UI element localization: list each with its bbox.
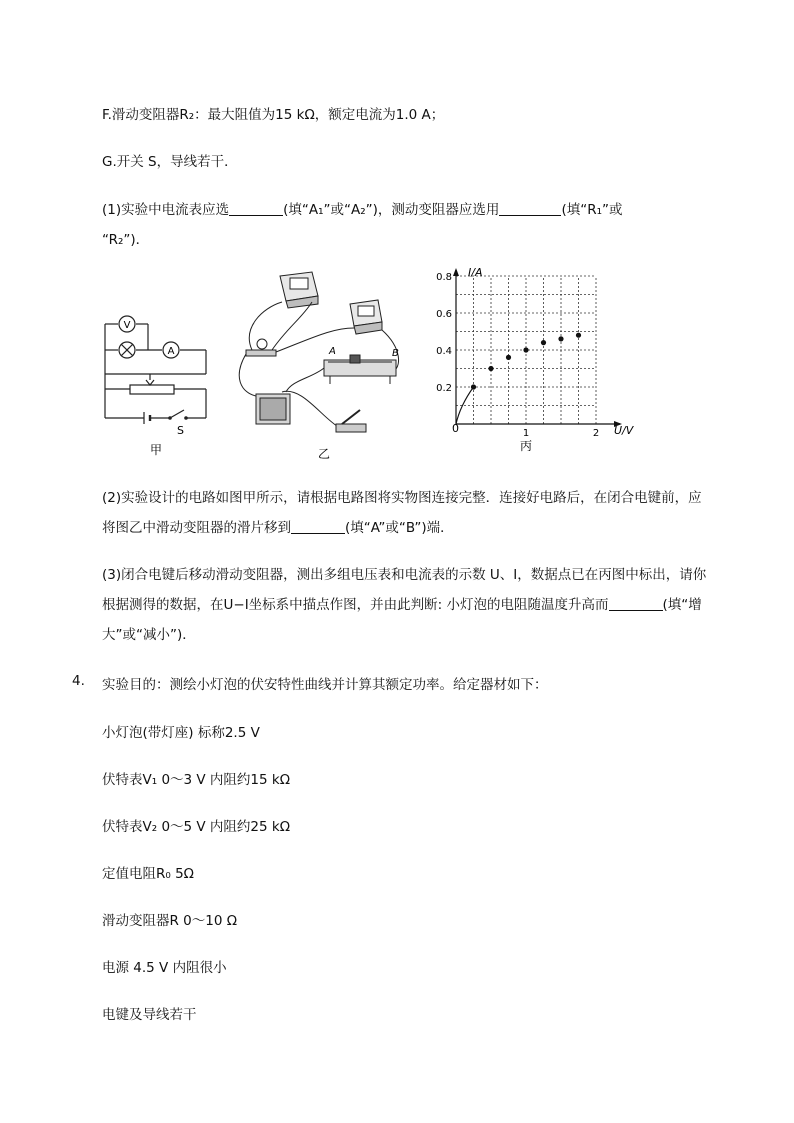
- y-tick-label: 0.8: [436, 272, 452, 283]
- y-tick-label: 0.4: [436, 346, 452, 357]
- equipment-item: 小灯泡(带灯座) 标称2.5 V: [102, 725, 260, 741]
- question-3-line-2: 根据测得的数据，在U−I坐标系中描点作图，并由此判断: 小灯泡的电阻随温度升高而 (填“增: [102, 597, 702, 613]
- y-tick-label: 0.2: [436, 383, 452, 394]
- data-point: [558, 336, 563, 341]
- data-point: [523, 347, 528, 352]
- option-g: G.开关 S，导线若干．: [102, 154, 238, 170]
- answer-blank[interactable]: [499, 201, 561, 216]
- figure-label-yi: 乙: [317, 447, 331, 460]
- ammeter-label: A: [167, 346, 175, 357]
- x-tick-label: 1: [522, 428, 530, 439]
- chart-ticks: [436, 272, 599, 439]
- question-2-line-1: (2)实验设计的电路如图甲所示，请根据电路图将实物图连接完整．连接好电路后，在闭合电键前，应: [102, 490, 702, 506]
- question-2-line-2: 将图乙中滑动变阻器的滑片移到 (填“A”或“B”)端．: [102, 520, 454, 536]
- answer-blank[interactable]: [229, 201, 283, 216]
- question-1-line-1: (1)实验中电流表应选 (填“A₁”或“A₂”)，测动变阻器应选用 (填“R₁”或: [102, 202, 623, 218]
- data-point: [471, 384, 476, 389]
- equipment-item: 电源 4.5 V 内阻很小: [102, 960, 227, 976]
- question-3-line-3: 大”或“减小”)．: [102, 627, 196, 643]
- data-point: [488, 366, 493, 371]
- equipment-item: 伏特表V₂ 0～5 V 内阻约25 kΩ: [102, 819, 291, 835]
- x-tick-label: 2: [592, 428, 600, 439]
- y-axis-arrow: [453, 268, 459, 276]
- question-4-number: 4.: [72, 673, 85, 689]
- data-point: [541, 340, 546, 345]
- slider-end-a: A: [329, 346, 336, 357]
- question-4-title: 实验目的：测绘小灯泡的伏安特性曲线并计算其额定功率。给定器材如下：: [102, 677, 548, 693]
- origin-label: 0: [452, 422, 459, 435]
- question-3-line-1: (3)闭合电键后移动滑动变阻器，测出多组电压表和电流表的示数 U、I，数据点已在丙图中标出，请你: [102, 567, 707, 583]
- data-point: [506, 355, 511, 360]
- slider-end-b: B: [392, 348, 399, 359]
- x-axis-label: U/V: [614, 424, 634, 437]
- answer-blank[interactable]: [291, 519, 345, 534]
- chart-points: [456, 333, 581, 424]
- equipment-item: 滑动变阻器R 0～10 Ω: [102, 913, 238, 929]
- switch-label: S: [177, 424, 184, 437]
- apparatus-diagram-yi: [232, 268, 414, 460]
- equipment-item: 伏特表V₁ 0～3 V 内阻约15 kΩ: [102, 772, 291, 788]
- y-axis-label: I/A: [468, 266, 483, 279]
- voltmeter-label: V: [123, 320, 131, 331]
- answer-blank[interactable]: [609, 596, 663, 611]
- option-f: F.滑动变阻器R₂：最大阻值为15 kΩ，额定电流为1.0 A；: [102, 107, 445, 123]
- figure-label-bing: 丙: [519, 439, 533, 453]
- equipment-item: 定值电阻R₀ 5Ω: [102, 866, 194, 882]
- iu-chart-bing: [424, 262, 654, 458]
- data-point: [576, 333, 581, 338]
- chart-axes: [453, 268, 622, 427]
- equipment-item: 电键及导线若干: [102, 1007, 197, 1023]
- y-tick-label: 0.6: [436, 309, 452, 320]
- circuit-diagram-jia: [100, 306, 216, 456]
- figure-label-jia: 甲: [149, 443, 163, 456]
- question-1-line-2: “R₂”)．: [102, 232, 150, 248]
